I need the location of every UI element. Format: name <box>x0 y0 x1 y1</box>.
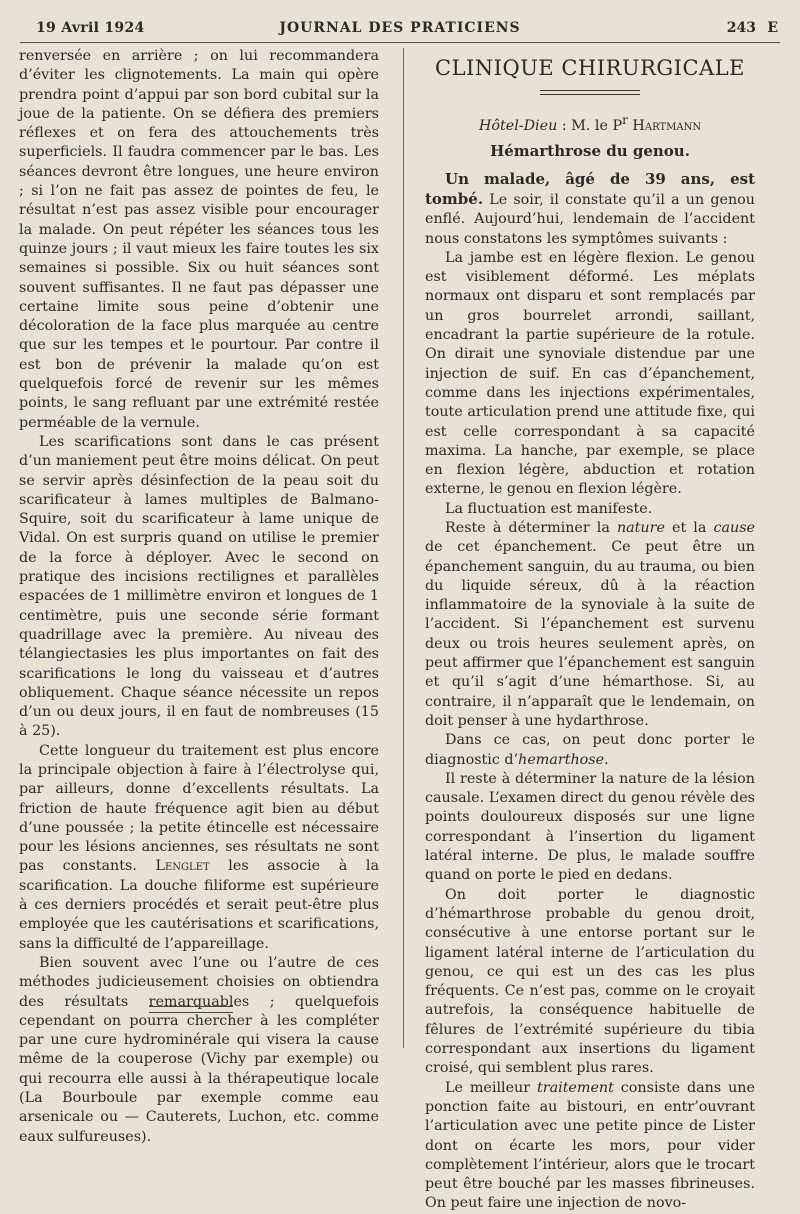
paragraph: renversée en arrière ; on lui recommandera d’éviter les clignotements. La main qui opère prendra point d’appui par son bord cubital sur la joue de la patiente. On se défiera des premiers réflexes et on fera des attouchements très superficiels. Il faudra commencer par le bas. Les séances devront être longues, une heure environ ; si l’on ne fait pas assez de pointes de feu, le résultat n’est pas assez visible pour encourager la malade. On peut répéter les séances tous les quinze jours ; il vaut mieux les faire toutes les six semaines si possible. Six ou huit séances sont souvent suffisantes. Il ne faut pas dépasser une certaine limite sous peine d’obtenir une décoloration de la face plus marquée au centre que sur les tempes et le pourtour. Par contre il est bon de prévenir la malade qu’on est quelquefois forcé de revenir sur les mêmes points, le sang refluant par une extrémité restée perméable de la vernule. <box>19 48 379 431</box>
emphasis: traitement <box>537 1079 614 1096</box>
paragraph-text: et la <box>664 520 714 536</box>
issue-date: 19 Avril 1924 <box>36 20 145 36</box>
paragraph: On doit porter le diagnostic d’hémarthrose probable du genou droit, consécutive à une entorse portant sur le ligament latéral interne de l’articulation du genou, ce qui est un des cas les plus fréquents. Ce n’est pas, comme on le croyait autrefois, la conséquence habituelle de fêlures de l’extrémité supérieure du tibia correspondant aux insertions du ligament croisé, qui semblent plus rares. <box>425 886 755 1077</box>
page-header <box>0 0 800 40</box>
paragraph: Les scarifications sont dans le cas présent d’un maniement peut être moins délicat. On peut se servir après désinfection de la peau soit du scarificateur à lames multiples de Balmano-Squire, soit du scarificateur à lame unique de Vidal. On est surpris quand on utilise le premier de la force à déployer. Avec le second on pratique des incisions rectilignes et parallèles espacées de 1 millimètre environ et longues de 1 centimètre, puis une seconde série formant quadrillage avec la première. Au niveau des télangiectasies les plus importantes on fait des scarifications le long du vaisseau et d’autres obliquement. Chaque séance nécessite un repos d’un ou deux jours, il en faut de nombreuses (15 à 25). <box>19 433 379 740</box>
emphasis: hemarthose <box>518 751 605 768</box>
paragraph-text: les associe à la scarification. La douche filiforme est supérieure à ces derniers procédés et serait peut-être plus employée que les cautérisations et scarifications, sans la difficulté de l’appareillage. <box>19 858 379 952</box>
byline-title-sup: r <box>622 113 628 128</box>
header-rule <box>20 42 780 43</box>
column-divider <box>403 48 404 1048</box>
right-column <box>425 47 755 1214</box>
paragraph-text: Reste à déterminer la <box>445 520 617 536</box>
emphasis: cause <box>713 520 755 536</box>
paragraph <box>425 731 755 770</box>
paragraph-text: Le soir, il constate qu’il a un genou enflé. Aujourd’hui, lendemain de l’accident nous constatons les symptômes suivants : <box>425 191 755 247</box>
paragraph-text: Dans ce cas, on peut donc porter le diagnostic d’ <box>425 732 755 768</box>
paragraph-text: . <box>604 751 609 768</box>
page-number: 243 <box>726 20 756 36</box>
byline-place: Hôtel-Dieu <box>478 118 558 135</box>
author-name: Lenglet <box>155 858 210 875</box>
emphasis: nature <box>616 520 665 536</box>
page-edge-mark: E <box>767 20 778 36</box>
left-column <box>19 47 379 1147</box>
lead-sentence: Un malade, âgé de 39 ans, est tombé. <box>425 169 755 208</box>
paragraph: Bien souvent avec l’une ou l’autre de ces méthodes judicieusement choisies on obtiendra des résultats remarquables ; quelquefois cependant on pourra chercher à les compléter par une cure hydrominérale qui visera la cause même de la couperose (Vichy par exemple) ou qui recourra elle aussi à la thérapeutique locale (La Bourboule par exemple comme eau arsenicale ou — Cauterets, Luchon, etc. comme eaux sulfureuses). <box>19 954 379 1145</box>
paragraph <box>19 742 379 954</box>
paragraph <box>425 1079 755 1214</box>
paragraph: La fluctuation est manifeste. <box>445 500 653 517</box>
byline <box>425 111 755 136</box>
section-rule <box>540 90 640 95</box>
article-end-rule <box>149 1006 233 1013</box>
journal-title: JOURNAL DES PRATICIENS <box>279 20 521 36</box>
paragraph <box>425 519 755 731</box>
paragraph: Il reste à déterminer la nature de la lésion causale. L’examen direct du genou révèle des points douloureux disposés sur une ligne correspondant à l’insertion du ligament latéral interne. De plus, le malade souffre quand on porte le pied en dedans. <box>425 770 755 884</box>
byline-sep: : M. le <box>557 118 613 135</box>
paragraph-text: Le meilleur <box>445 1079 538 1096</box>
paragraph: La jambe est en légère flexion. Le genou est visiblement déformé. Les méplats normaux ont disparu et sont remplacés par un gros bourrelet arrondi, saillant, encadrant la partie supérieure de la rotule. On dirait une synoviale distendue par une injection de suif. En cas d’épanchement, comme dans les injections expérimentales, toute articulation prend une attitude fixe, qui est celle correspondant à sa capacité maxima. La hanche, par exemple, se place en flexion légère, abduction et rotation externe, le genou en flexion légère. <box>425 249 755 498</box>
byline-title: P <box>612 118 623 135</box>
section-title: CLINIQUE CHIRURGICALE <box>435 56 745 80</box>
paragraph-text: Cette longueur du traitement est plus encore la principale objection à faire à l’électrolyse qui, par ailleurs, donne d’excellents résultats. La friction de haute fréquence agit bien au début d’une poussée ; la petite étincelle est nécessaire pour les lésions anciennes, ses résultats ne sont pas constants. <box>19 742 379 875</box>
article-title: Hémarthrose du genou. <box>490 142 690 161</box>
paragraph-text: consiste dans une ponction faite au bistouri, en entr’ouvrant l’articulation avec une petite pince de Lister dont on écarte les mors, pour vider complètement l’intérieur, alors que le trocart peut être bouché par les masses fibrineuses. On peut faire une injection de novo- <box>425 1079 755 1212</box>
paragraph <box>425 170 755 249</box>
paragraph-text: de cet épanchement. Ce peut être un épanchement sanguin, du au trauma, ou bien du liquide séreux, dû à la réaction inflammatoire de la synoviale à la suite de l’accident. Si l’épanchement est survenu deux ou trois heures seulement après, on peut affirmer que l’épanchement est sanguin et qu’il s’agit d’une hémarthose. Si, au contraire, il n’apparaît que le lendemain, on doit penser à une hydarthrose. <box>425 539 755 729</box>
byline-name: Hartmann <box>632 118 702 135</box>
